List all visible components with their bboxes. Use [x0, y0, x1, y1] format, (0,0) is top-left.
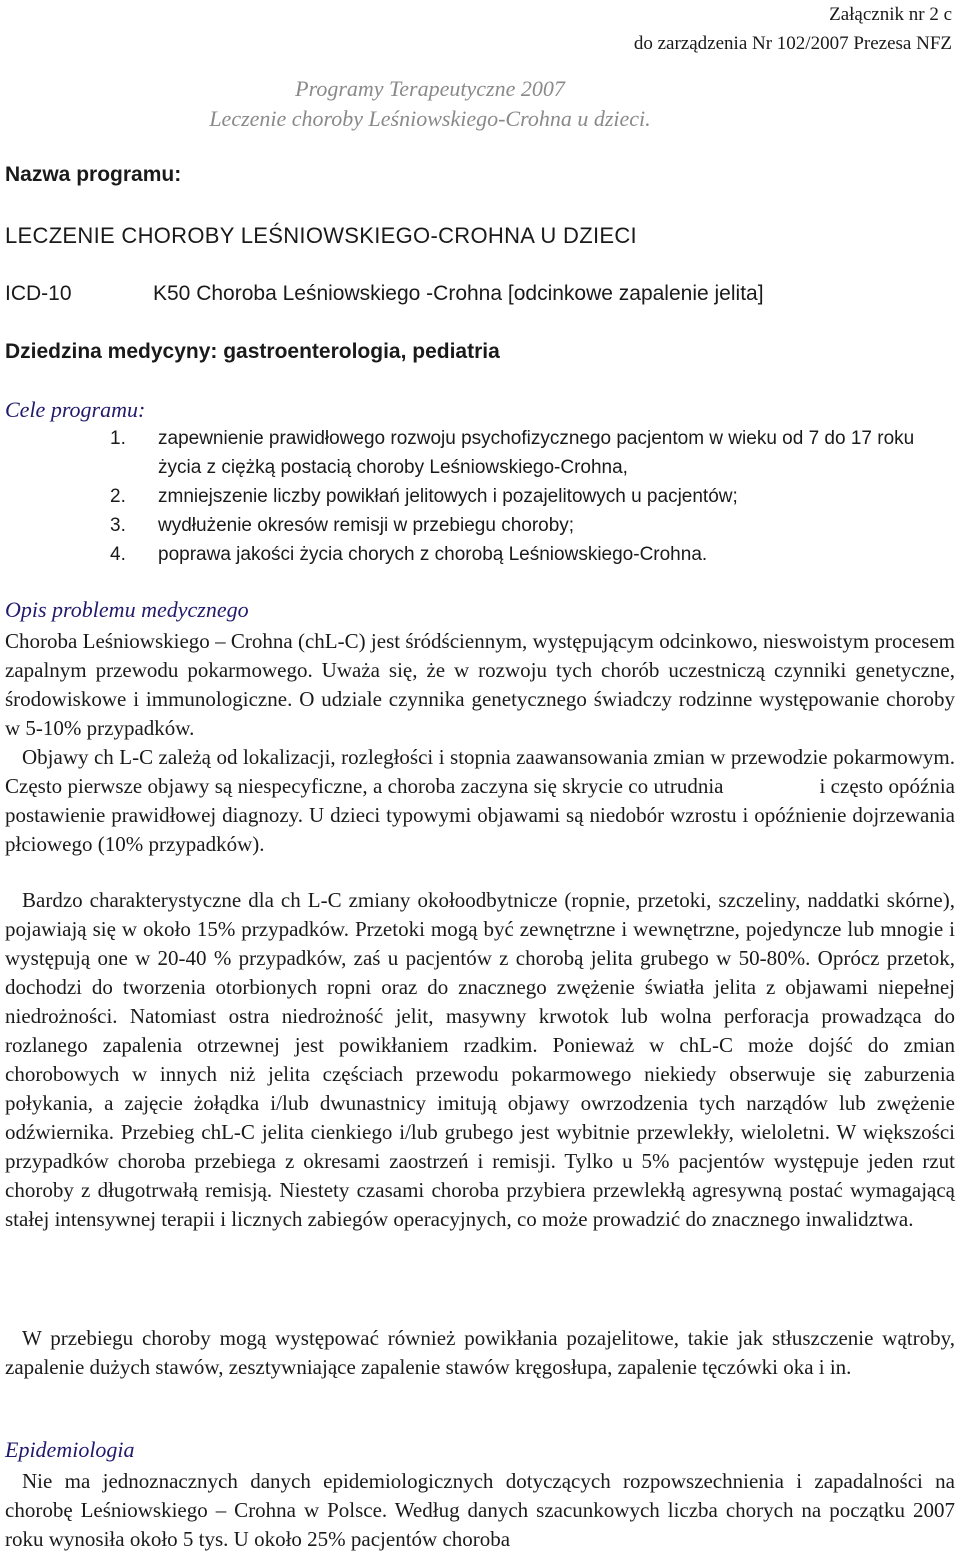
attachment-header [634, 0, 952, 58]
goals-list [110, 424, 960, 569]
problem-paragraph-4: W przebiegu choroby mogą występować również powikłania pozajelitowe, takie jak stłuszczenie wątroby, zapalenie dużych stawów, zesztywniające zapalenie stawów kręgosłupa, zapalenie tęczówki oka i in. [5, 1326, 955, 1379]
goal-text: wydłużenie okresów remisji w przebiegu choroby; [158, 515, 575, 536]
problem-paragraph-2 [5, 743, 955, 859]
goal-item [110, 540, 960, 569]
problem-paragraph-3: Bardzo charakterystyczne dla ch L-C zmiany okołoodbytnicze (ropnie, przetoki, szczeliny, naddatki skórne), pojawiają się w około 15% przypadków. Przetoki mogą być zewnętrzne i wewnętrzne, pojedyncze lub mnogie i występują one w 20-40 % przypadków, zaś u pacjentów z chorobą jelita grubego w 50-80%. Oprócz przetok, dochodzi do tworzenia otorbionych ropni oraz do znacznego zwężenie światła jelita z objawami niepełnej niedrożności. Natomiast ostra niedrożność jelit, masywny krwotok lub wolna perforacja prowadząca do rozlanego zapalenia otrzewnej jest powikłaniem rzadkim. Ponieważ w chL-C może dojść do zmian chorobowych w innych niż jelita częściach przewodu pokarmowego niekiedy obserwuje się zaburzenia połykania, a zajęcie żołądka i/lub dwunastnicy imitują objawy owrzodzenia tych narządów lub zwężenie odźwiernika. Przebieg chL-C jelita cienkiego i/lub grubego jest wybitnie przewlekły, wieloletni. W większości przypadków choroba przebiega z okresami zaostrzeń i remisji. Tylko u 5% pacjentów występuje jeden rzut choroby z długotrwałą remisją. Niestety czasami choroba przybiera przewlekłą agresywną postać wymagającą stałej intensywnej terapii i licznych zabiegów operacyjnych, co może prowadzić do znacznego inwalidztwa. [5, 888, 955, 1231]
problem-paragraph-1: Choroba Leśniowskiego – Crohna (chL-C) jest śródściennym, występującym odcinkowo, nieswoistym procesem zapalnym przewodu pokarmowego. Uważa się, że w rozwoju tych chorób uczestniczą czynniki genetyczne, środowiskowe i immunologiczne. O udziale czynnika genetycznego świadczy rodzinne występowanie choroby w 5-10% przypadków. [5, 629, 955, 740]
goal-number: 2. [110, 486, 126, 507]
goal-number: 3. [110, 515, 126, 536]
goal-number: 1. [110, 428, 126, 449]
program-name-label: Nazwa programu: [5, 163, 182, 186]
attachment-line-1: Załącznik nr 2 c [829, 4, 952, 25]
problem-heading: Opis problemu medycznego [5, 597, 249, 622]
running-header-line-2: Leczenie choroby Leśniowskiego-Crohna u dzieci. [209, 106, 651, 131]
problem-paragraph-2-part-a: Objawy ch L-C zależą od lokalizacji, rozległości i stopnia zaawansowania zmian w przewodzie pokarmowym. Często pierwsze objawy są niespecyficzne, a choroba zaczyna się skrycie co utrudnia [5, 745, 955, 798]
icd-value: K50 Choroba Leśniowskiego -Crohna [odcinkowe zapalenie jelita] [153, 282, 764, 305]
goal-text: zmniejszenie liczby powikłań jelitowych i pozajelitowych u pacjentów; [158, 486, 738, 507]
epidemiology-paragraph-1: Nie ma jednoznacznych danych epidemiologicznych dotyczących rozpowszechnienia i zapadalności na chorobę Leśniowskiego – Crohna w Polsce. Według danych szacunkowych liczba chorych na początku 2007 roku wynosiła około 5 tys. U około 25% pacjentów choroba [5, 1469, 955, 1551]
epidemiology-heading: Epidemiologia [5, 1437, 135, 1462]
icd-label: ICD-10 [5, 282, 72, 305]
goal-text: zapewnienie prawidłowego rozwoju psychofizycznego pacjentom w wieku od 7 do 17 roku życia z ciężką postacią choroby Leśniowskiego-Crohna, [158, 428, 915, 478]
running-header-line-1: Programy Terapeutyczne 2007 [295, 76, 565, 101]
goal-item [110, 424, 960, 482]
attachment-line-2: do zarządzenia Nr 102/2007 Prezesa NFZ [633, 33, 952, 54]
program-name-value: LECZENIE CHOROBY LEŚNIOWSKIEGO-CROHNA U DZIECI [5, 223, 637, 248]
running-header [0, 74, 860, 134]
goal-text: poprawa jakości życia chorych z chorobą Leśniowskiego-Crohna. [158, 544, 708, 565]
goal-item [110, 511, 960, 540]
goal-item [110, 482, 960, 511]
goal-number: 4. [110, 544, 126, 565]
goals-heading: Cele programu: [5, 397, 146, 422]
medical-field: Dziedzina medycyny: gastroenterologia, pediatria [5, 340, 500, 363]
problem-paragraph-2-part-b: i często opóźnia postawienie prawidłowej diagnozy. U dzieci typowymi objawami są niedobór wzrostu i opóźnienie dojrzewania płciowego (10% przypadków). [5, 774, 955, 856]
